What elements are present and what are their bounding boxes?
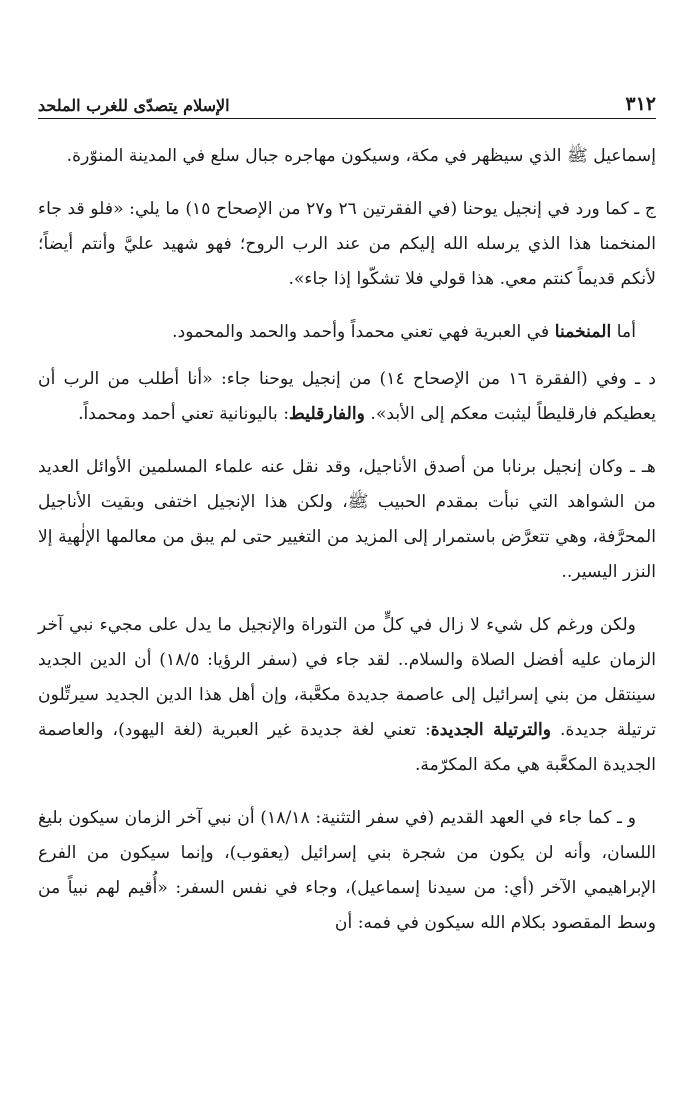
paragraph-rest-text: : تعني لغة جديدة غير العبرية (لغة اليهود)، والعاصمة الجديدة المكعَّبة هي مكة المكرّمة. — [38, 720, 656, 775]
page-number: ٣١٢ — [625, 93, 656, 115]
page-header — [38, 85, 656, 119]
paragraph-ismail-continuation: إسماعيل ﷺ الذي سيظهر في مكة، وسيكون مهاجره جبال سلع في المدينة المنوّرة. — [66, 146, 656, 166]
bold-term-paraclete: والفارقليط — [288, 404, 365, 424]
paragraph-ha-barnabas: هـ ـ وكان إنجيل برنابا من أصدق الأناجيل، وقد نقل عنه علماء المسلمين الأوائل العديد من الشواهد التي نبأت بمقدم الحبيب ﷺ، ولكن هذا الإنجيل اختفى وبقيت الأناجيل المحرَّفة، وهي تتعرَّض باستمرار إلى المزيد من التغيير حتى لم يبق من معالمها الإلٰهية إلا النزر اليسير.. — [38, 457, 656, 582]
paragraph-revelation-5-18 — [38, 608, 656, 783]
running-title: الإسلام يتصدّى للغرب الملحد — [38, 96, 230, 115]
paragraph-dal-john-14 — [38, 362, 656, 432]
paragraph-lead-text: أما — [611, 322, 636, 342]
paragraph-lead-text: ولكن ورغم كل شيء لا زال في كلٍّ من التوراة والإنجيل ما يدل على مجيء نبي آخر الزمان عليه أفضل الصلاة والسلام.. لقد جاء في (سفر الرؤيا: ١٨/٥) أن الدين الجديد سينتقل من بني إسرائيل إلى عاصمة جديدة مكعَّبة، وإن أهل هذا الدين الجديد سيرتِّلون ترتيلة جديدة. — [38, 615, 657, 740]
book-page — [38, 85, 656, 1095]
paragraph-waw-deuteronomy: و ـ كما جاء في العهد القديم (في سفر التثنية: ١٨/١٨) أن نبي آخر الزمان سيكون بليغ اللسان، وأنه لن يكون من شجرة بني إسرائيل (يعقوب)، وإنما سيكون من الفرع الإبراهيمي الآخر (أي: من سيدنا إسماعيل)، وجاء في نفس السفر: «أُقيم لهم نبياً من وسط المقصود بكلام الله سيكون في فمه: أن — [38, 808, 656, 933]
paragraph-jim-john-15: ج ـ كما ورد في إنجيل يوحنا (في الفقرتين ٢٦ و٢٧ من الإصحاح ١٥) ما يلي: «فلو قد جاء المنخمنا هذا الذي يرسله الله إليكم من عند الرب الروح؛ فهو شهيد عليَّ وأنتم أيضاً؛ لأنكم قديماً كنتم معي. هذا قولي فلا تشكّوا إذا جاء». — [38, 199, 657, 289]
paragraph-rest-text: في العبرية فهي تعني محمداً وأحمد والحمد والمحمود. — [172, 322, 555, 342]
page-body — [38, 139, 656, 941]
paragraph-almunhamanna-meaning — [38, 315, 656, 350]
paragraph-rest-text: : باليونانية تعني أحمد ومحمداً. — [78, 404, 289, 424]
paragraph-lead-text: د ـ وفي (الفقرة ١٦ من الإصحاح ١٤) من إنجيل يوحنا جاء: «أنا أطلب من الرب أن يعطيكم فارقليطاً ليثبت معكم إلى الأبد». — [38, 369, 656, 424]
bold-term-almunhamanna: المنخمنا — [554, 322, 612, 342]
bold-term-new-hymn: والترتيلة الجديدة — [430, 720, 552, 740]
